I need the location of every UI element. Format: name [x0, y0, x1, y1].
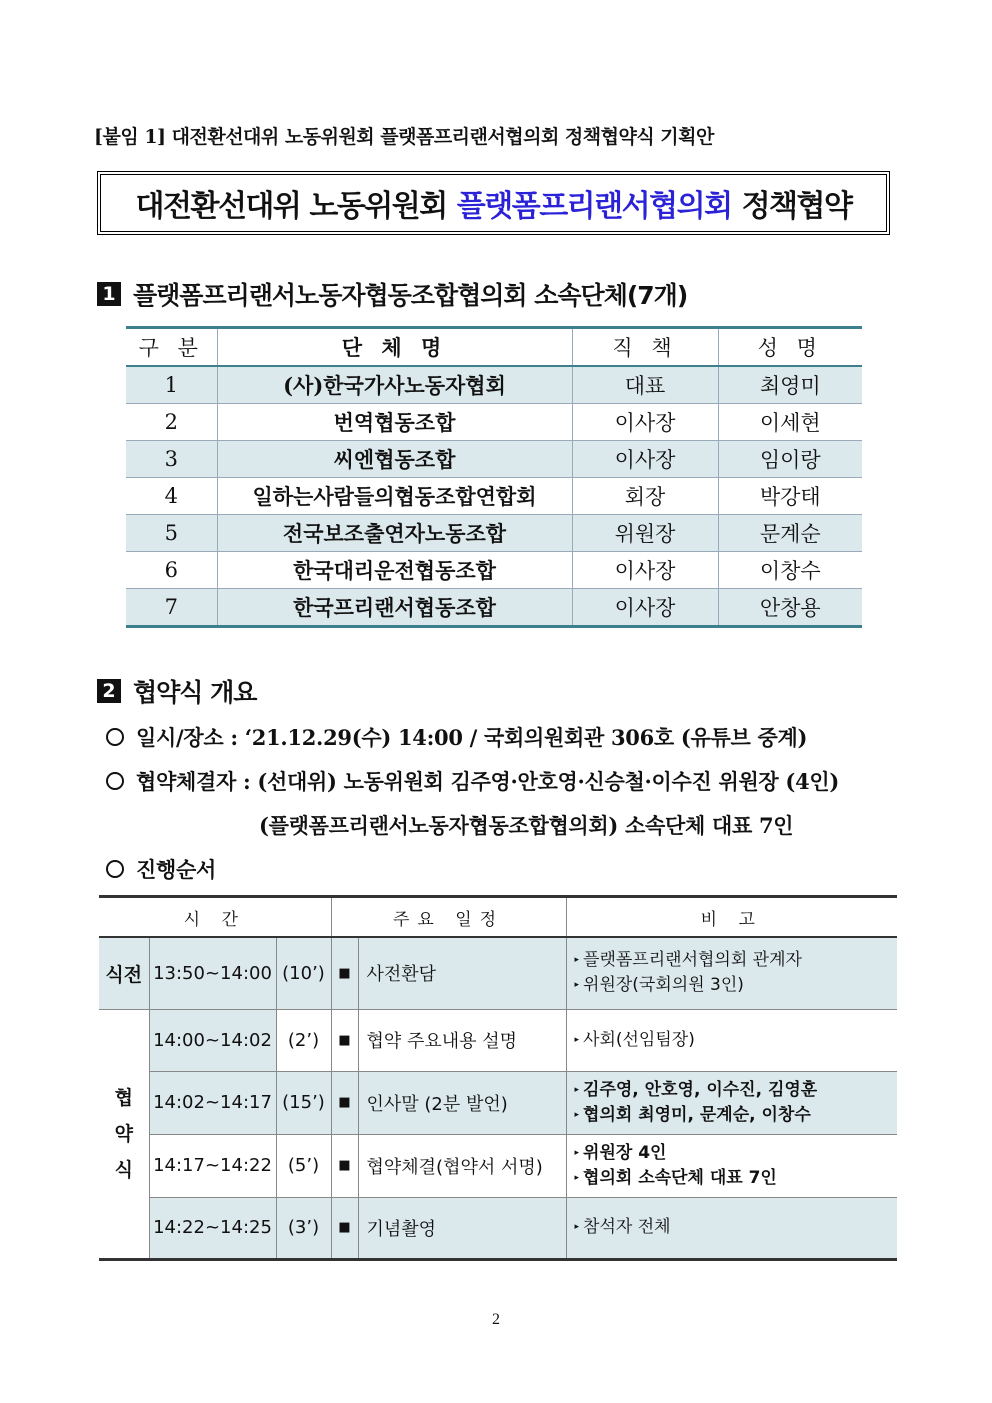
table-row: [126, 404, 862, 441]
row-no: 5: [126, 515, 217, 552]
signers-line-2: (플랫폼프리랜서노동자협동조합협의회) 소속단체 대표 7인: [259, 813, 794, 838]
row-name: 이창수: [718, 552, 862, 589]
schedule-table: [99, 895, 897, 1261]
category-char: 약: [114, 1122, 133, 1145]
schedule-row-pre: [99, 937, 897, 1009]
row-name: 최영미: [718, 366, 862, 404]
header-org-name: 단 체 명: [217, 328, 572, 367]
datetime-text: 일시/장소 : ‘21.12.29(수) 14:00 / 국회의원회관 306호 (유튜브 중계): [136, 725, 808, 750]
header-remarks: 비 고: [566, 897, 897, 938]
row-item: 협약체결(협약서 서명): [358, 1134, 566, 1197]
row-no: 7: [126, 589, 217, 627]
row-duration: (10’): [276, 937, 331, 1009]
row-org: 전국보조출연자노동조합: [217, 515, 572, 552]
header-category: 구 분: [126, 328, 217, 367]
row-position: 대표: [572, 366, 718, 404]
row-time: 14:02~14:17: [149, 1071, 276, 1134]
row-duration: (15’): [276, 1071, 331, 1134]
schedule-row: [99, 1009, 897, 1071]
row-name: 임이랑: [718, 441, 862, 478]
row-no: 1: [126, 366, 217, 404]
section1-title: 플랫폼프리랜서노동자협동조합협의회 소속단체(7개): [133, 281, 688, 310]
circle-bullet-icon: [106, 728, 124, 746]
square-bullet-icon: ■: [331, 1009, 358, 1071]
square-bullet-icon: ■: [331, 1071, 358, 1134]
note-text: 위원장 4인: [583, 1142, 667, 1163]
row-position: 이사장: [572, 589, 718, 627]
row-time: 13:50~14:00: [149, 937, 276, 1009]
note-text: 협의회 최영미, 문계순, 이창수: [583, 1104, 811, 1125]
title-banner: [97, 171, 890, 235]
row-org: 한국프리랜서협동조합: [217, 589, 572, 627]
triangle-bullet-icon: ▸: [574, 980, 580, 991]
note-text: 협의회 소속단체 대표 7인: [583, 1167, 777, 1188]
row-no: 2: [126, 404, 217, 441]
row-name: 이세현: [718, 404, 862, 441]
header-position: 직 책: [572, 328, 718, 367]
attachment-title: [붙임 1] 대전환선대위 노동위원회 플랫폼프리랜서협의회 정책협약식 기획안: [94, 126, 714, 148]
member-table-header: [126, 328, 862, 367]
member-org-table: [126, 326, 862, 628]
section1-heading: [97, 276, 687, 312]
banner-part2: 플랫폼프리랜서협의회: [456, 189, 732, 224]
row-org: 씨엔협동조합: [217, 441, 572, 478]
table-row: [126, 366, 862, 404]
row-duration: (5’): [276, 1134, 331, 1197]
category-char: 협: [114, 1086, 133, 1109]
schedule-row: [99, 1071, 897, 1134]
circle-bullet-icon: [106, 772, 124, 790]
datetime-line: [106, 722, 807, 752]
row-position: 위원장: [572, 515, 718, 552]
schedule-row: [99, 1197, 897, 1259]
category-ceremony: [99, 1009, 149, 1259]
row-position: 이사장: [572, 552, 718, 589]
row-org: (사)한국가사노동자협회: [217, 366, 572, 404]
header-time: 시 간: [99, 897, 331, 938]
row-name: 문계순: [718, 515, 862, 552]
row-position: 회장: [572, 478, 718, 515]
triangle-bullet-icon: ▸: [574, 1109, 580, 1120]
circle-bullet-icon: [106, 860, 124, 878]
signers-text: 협약체결자 : (선대위) 노동위원회 김주영·안호영·신승철·이수진 위원장 (4인): [136, 769, 839, 794]
table-row: [126, 552, 862, 589]
section2-title: 협약식 개요: [133, 678, 257, 707]
triangle-bullet-icon: ▸: [574, 1084, 580, 1095]
triangle-bullet-icon: ▸: [574, 1172, 580, 1183]
table-row: [126, 478, 862, 515]
progress-label: 진행순서: [136, 857, 216, 882]
triangle-bullet-icon: ▸: [574, 1147, 580, 1158]
banner-part1: 대전환선대위 노동위원회: [135, 189, 447, 224]
row-item: 인사말 (2분 발언): [358, 1071, 566, 1134]
schedule-row: [99, 1134, 897, 1197]
table-row: [126, 441, 862, 478]
row-position: 이사장: [572, 404, 718, 441]
row-org: 번역협동조합: [217, 404, 572, 441]
section2-heading: [97, 673, 256, 709]
header-main-schedule: 주요 일정: [331, 897, 566, 938]
row-no: 3: [126, 441, 217, 478]
category-char: 식: [114, 1158, 133, 1181]
page-number: 2: [492, 1311, 500, 1328]
row-notes: [566, 1071, 897, 1134]
triangle-bullet-icon: ▸: [574, 1222, 580, 1232]
progress-label-line: [106, 854, 216, 884]
row-notes: [566, 1009, 897, 1071]
row-duration: (3’): [276, 1197, 331, 1259]
note-text: 플랫폼프리랜서협의회 관계자: [583, 950, 802, 971]
row-no: 4: [126, 478, 217, 515]
row-notes: [566, 937, 897, 1009]
table-row: [126, 515, 862, 552]
row-time: 14:22~14:25: [149, 1197, 276, 1259]
row-item: 사전환담: [358, 937, 566, 1009]
note-text: 참석자 전체: [583, 1217, 671, 1237]
banner-part3: 정책협약: [741, 189, 852, 224]
row-name: 박강태: [718, 478, 862, 515]
triangle-bullet-icon: ▸: [574, 955, 580, 966]
square-bullet-icon: ■: [331, 937, 358, 1009]
row-no: 6: [126, 552, 217, 589]
row-time: 14:00~14:02: [149, 1009, 276, 1071]
note-text: 김주영, 안호영, 이수진, 김영훈: [583, 1079, 818, 1100]
note-text: 사회(선임팀장): [583, 1029, 695, 1050]
row-item: 기념촬영: [358, 1197, 566, 1259]
triangle-bullet-icon: ▸: [574, 1034, 580, 1045]
row-org: 한국대리운전협동조합: [217, 552, 572, 589]
row-item: 협약 주요내용 설명: [358, 1009, 566, 1071]
category-pre: 식전: [99, 937, 149, 1009]
section1-number: 1: [97, 282, 121, 306]
row-org: 일하는사람들의협동조합연합회: [217, 478, 572, 515]
table-row: [126, 589, 862, 627]
row-duration: (2’): [276, 1009, 331, 1071]
section2-number: 2: [97, 679, 121, 703]
note-text: 위원장(국회의원 3인): [583, 975, 744, 996]
row-notes: [566, 1134, 897, 1197]
row-position: 이사장: [572, 441, 718, 478]
row-name: 안창용: [718, 589, 862, 627]
square-bullet-icon: ■: [331, 1197, 358, 1259]
signers-line: [106, 766, 839, 796]
schedule-header: [99, 897, 897, 938]
square-bullet-icon: ■: [331, 1134, 358, 1197]
row-notes: [566, 1197, 897, 1259]
row-time: 14:17~14:22: [149, 1134, 276, 1197]
header-name: 성 명: [718, 328, 862, 367]
